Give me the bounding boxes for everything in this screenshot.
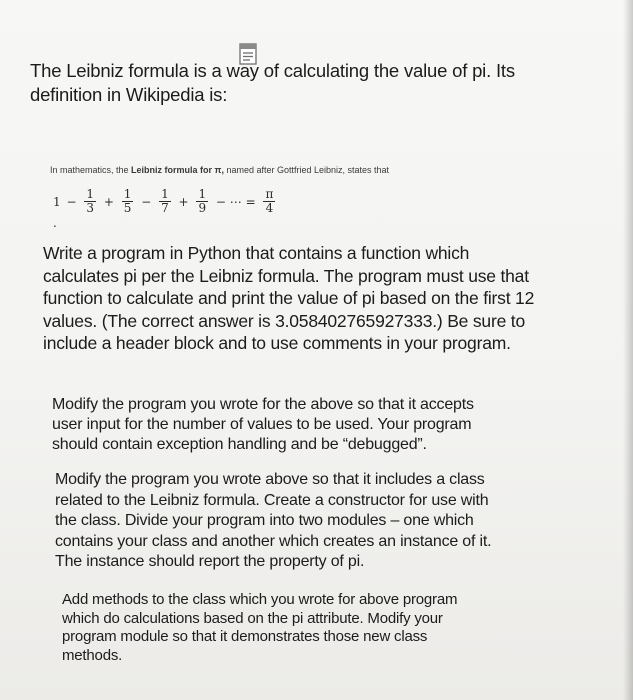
task-1-line: function to calculate and print the value of pi based on the first 12 bbox=[43, 288, 535, 308]
task-1-paragraph bbox=[43, 242, 618, 355]
formula-fraction bbox=[84, 188, 96, 215]
formula-sign: + bbox=[178, 194, 189, 209]
task-3-line: related to the Leibniz formula. Create a constructor for use with bbox=[55, 491, 489, 509]
wiki-suffix: named after Gottfried Leibniz, states that bbox=[223, 165, 390, 175]
task-4-line: which do calculations based on the pi attribute. Modify your bbox=[62, 609, 443, 627]
formula-sign: − bbox=[66, 194, 77, 209]
fraction-numerator: π bbox=[265, 187, 274, 201]
wikipedia-excerpt bbox=[50, 165, 610, 175]
task-3-line: the class. Divide your program into two modules – one which bbox=[55, 512, 474, 529]
fraction-denominator: 9 bbox=[198, 201, 207, 215]
task-2-line: user input for the number of values to be used. Your program bbox=[52, 416, 472, 433]
task-2-line: Modify the program you wrote for the above so that it accepts bbox=[52, 396, 474, 413]
task-1-line: values. (The correct answer is 3.058402765927333.) Be sure to bbox=[43, 310, 525, 331]
task-1-line: Write a program in Python that contains a function which bbox=[43, 243, 470, 263]
formula-one: 1 bbox=[53, 194, 61, 209]
fraction-denominator: 5 bbox=[123, 201, 132, 215]
page-shadow-edge bbox=[623, 0, 633, 700]
intro-paragraph bbox=[30, 59, 620, 107]
fraction-denominator: 4 bbox=[265, 201, 274, 215]
fraction-numerator: 1 bbox=[198, 187, 207, 201]
formula-fraction bbox=[122, 188, 134, 215]
formula-fraction bbox=[159, 188, 171, 215]
fraction-numerator: 1 bbox=[86, 187, 94, 201]
task-4-line: methods. bbox=[62, 646, 123, 664]
task-4-paragraph bbox=[62, 591, 582, 665]
fraction-numerator: 1 bbox=[161, 187, 169, 201]
task-3-line: The instance should report the property of pi. bbox=[55, 553, 365, 570]
intro-line: The Leibniz formula is a way of calculating the value of pi. Its bbox=[30, 60, 515, 81]
formula-sign: − bbox=[141, 194, 152, 209]
wiki-bold-term: Leibniz formula for π, bbox=[131, 165, 224, 175]
task-1-line: calculates pi per the Leibniz formula. The program must use that bbox=[43, 265, 529, 286]
leibniz-formula bbox=[52, 187, 282, 230]
fraction-denominator: 7 bbox=[161, 201, 169, 215]
formula-result-fraction bbox=[263, 188, 275, 215]
wiki-prefix: In mathematics, the bbox=[50, 165, 132, 175]
task-4-line: program module so that it demonstrates those new class bbox=[62, 628, 428, 645]
formula-tail: − ⋯ = bbox=[215, 194, 256, 209]
formula-end: . bbox=[53, 215, 57, 230]
task-3-paragraph bbox=[55, 470, 595, 573]
task-3-line: contains your class and another which creates an instance of it. bbox=[55, 532, 492, 550]
task-2-line: should contain exception handling and be “debugged”. bbox=[52, 436, 427, 453]
formula-sign: + bbox=[103, 194, 114, 209]
fraction-numerator: 1 bbox=[123, 187, 132, 201]
task-3-line: Modify the program you wrote above so that it includes a class bbox=[55, 471, 485, 488]
task-2-paragraph bbox=[52, 395, 592, 455]
intro-line: definition in Wikipedia is: bbox=[30, 84, 228, 105]
task-1-line: include a header block and to use comments in your program. bbox=[43, 333, 511, 353]
formula-fraction bbox=[196, 188, 208, 215]
task-4-line: Add methods to the class which you wrote for above program bbox=[62, 591, 458, 608]
fraction-denominator: 3 bbox=[86, 201, 94, 215]
